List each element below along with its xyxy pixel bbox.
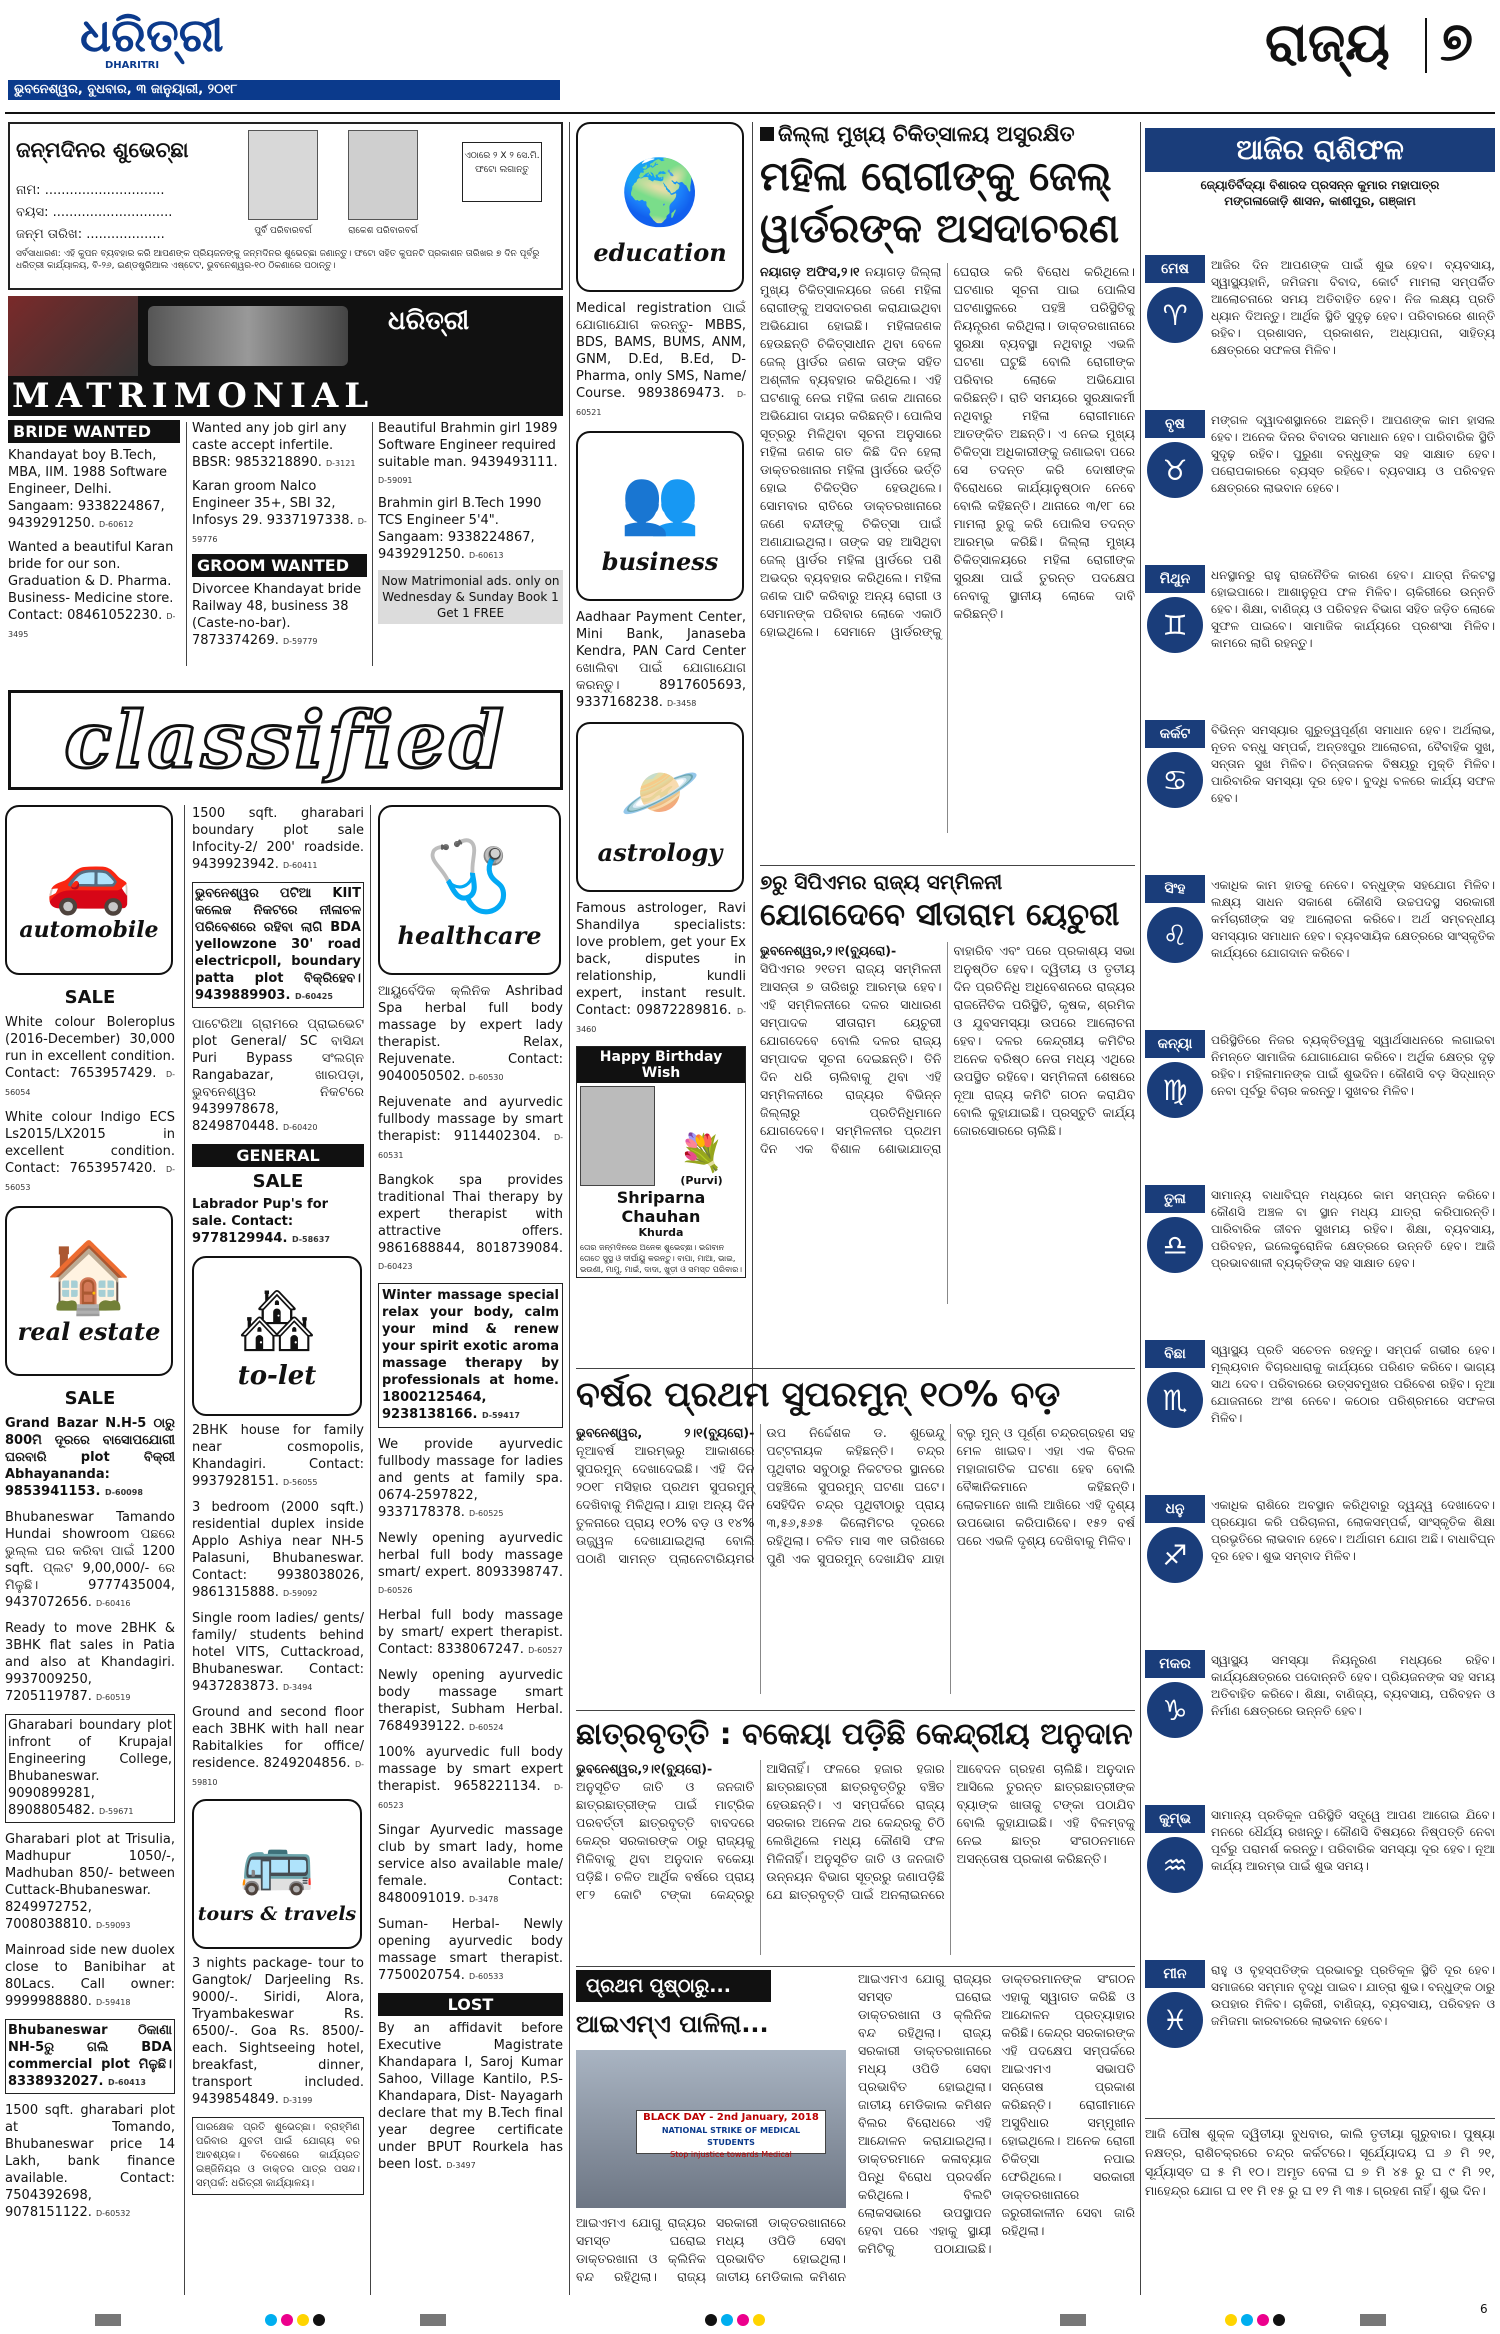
globe-book-icon: 🌍 [620,155,700,230]
planet-icon: 🪐 [620,755,700,830]
tolet-ad: 2BHK house for family near cosmopolis, Khandagiri. Contact: 9937928151. D-56055 [192,1423,364,1489]
story-divider [576,1966,1135,1967]
rashi-text: ମଙ୍ଗଳ ଦ୍ୱାଦଶସ୍ଥାନରେ ଅଛନ୍ତି। ଆପଣଙ୍କ କାମ ହାସଲ ହେବ। ଅନେକ ଦିନର ବିବାଦର ସମାଧାନ ହେବ। ପାରିବାରିକ ସ୍ଥିତି ସୁଦୃଢ଼ ରହିବ। ପୁରୁଣା ବନ୍ଧୁଙ୍କ ସହ ସାକ୍ଷାତ ହେବ। ପରୋପକାରରେ ବ୍ୟସ୍ତ ରହିବେ। ବ୍ୟବସାୟ ଓ ପରିବହନ କ୍ଷେତ୍ରରେ ଲାଭବାନ ହେବେ। [1211,413,1495,495]
rashi-text: ଆଜିର ଦିନ ଆପଣଙ୍କ ପାଇଁ ଶୁଭ ହେବ। ବ୍ୟବସାୟ, ସ୍ୱାସ୍ଥ୍ୟହାନି, ଜମିଜମା ବିବାଦ, କୋର୍ଟ ମାମଲା ସମ୍ପର୍କିତ ଆଲୋଚନାରେ ସମୟ ଅତିବାହିତ ହେବ। ନିଜ ଲକ୍ଷ୍ୟ ପ୍ରତି ଧ୍ୟାନ ଦିଅନ୍ତୁ। ଆର୍ଥିକ ସ୍ଥିତି ସୁଦୃଢ଼ ହେବ। ପରିବାରରେ ଶାନ୍ତି ରହିବ। ପ୍ରଶାସନ, ପ୍ରକାଶନ, ଅଧ୍ୟାପନା, ସାହିତ୍ୟ କ୍ଷେତ୍ରରେ ସଫଳତା ମିଳିବ। [1211,258,1495,357]
logo-sub: DHARITRI [105,60,160,71]
rashi-text: ସାମାନ୍ୟ ପ୍ରତିକୂଳ ପରିସ୍ଥିତି ସତ୍ତ୍ୱେ ଆପଣ ଆଗେଇ ଯିବେ। ମନରେ ଧୈର୍ଯ୍ୟ ରଖନ୍ତୁ। କୌଣସି ବିଷୟରେ ନିଷ୍ପତ୍ତି ନେବା ପୂର୍ବରୁ ପରାମର୍ଶ କରନ୍ତୁ। ପରିବାରିକ ସମସ୍ୟା ଦୂର ହେବ। ନୂଆ କାର୍ଯ୍ୟ ଆରମ୍ଭ ପାଇଁ ଶୁଭ ସମୟ। [1211,1808,1495,1873]
sagittarius-icon: ♐ [1147,1527,1203,1583]
estate-ad: Grand Bazar N.H-5 ଠାରୁ 800ମି ଦୂରରେ ବାସୋପଯୋଗୀ ଘରବାରି plot ବିକ୍ରୀ Abhayananda: 9853941153. D-60098 [5,1416,175,1499]
business-people-icon: 👥 [620,464,700,539]
rashi-text: ରାହୁ ଓ ବୃହସ୍ପତିଙ୍କ ପ୍ରଭାବରୁ ପ୍ରତିକୂଳ ସ୍ଥିତି ଦୂର ହେବ। ସମାଜରେ ସମ୍ମାନ ବୃଦ୍ଧି ପାଇବ। ଯାତ୍ରା ଶୁଭ। ବନ୍ଧୁଙ୍କ ଠାରୁ ଉପହାର ମିଳିବ। ଚାକିରୀ, ବାଣିଜ୍ୟ, ବ୍ୟବସାୟ, ପରିବହନ ଓ ଜମିଜମା କାରବାରରେ ଲାଭବାନ ହେବେ। [1211,1963,1495,2028]
matri-divider [372,422,373,666]
health-ad: Bangkok spa provides traditional Thai therapy by expert therapist with attractive offers. 9861688844, 8018739084. D-60423 [378,1173,563,1271]
registration-dot-black [705,2314,717,2326]
classified-banner [8,690,563,790]
rashi-name: କୁମ୍ଭ [1145,1805,1205,1833]
matri-divider [186,422,187,666]
matri-ad: Karan groom Nalco Engineer 35+, SBI 32, Infosys 29. 9337197338. D-59776 [192,479,367,544]
health-ad: Singar Ayurvedic massage club by smart lady, home service also available male/ female. Contact: 8480091019. D-3478 [378,1823,563,1906]
matri-ad: Wanted a beautiful Karan bride for our son. Graduation & D. Pharma. Business- Medicine store. Contact: 08461052230. D-3495 [8,540,176,639]
tours-label: tours & travels [197,1903,357,1925]
estate-ad: 1500 sqft. gharabari plot at Tomando, Bhubaneswar price 14 Lakh, bank finance available. Contact: 7504392698, 9078151122. D-60532 [5,2103,175,2220]
photo-purvi [248,130,318,220]
scholarship-dateline: ଭୁବନେଶ୍ୱର,୨।୧(ବ୍ୟୁରୋ)- [576,1761,713,1776]
education-ad: Medical registration ପାଇଁ ଯୋଗାଯୋଗ କରନ୍ତୁ- MBBS, BDS, BAMS, BUMS, ANM, GNM, D.Ed, B.Ed, D-Pharma, only SMS, Name/ Course. 9893869473. D-60521 [576,301,746,417]
rashi-text: ଧନସ୍ଥାନରୁ ରାହୁ ରାଜନୈତିକ କାରଣ ହେବ। ଯାତ୍ରା ନିକଟସ୍ଥ ହୋଇପାରେ। ଆଶାନୁରୂପ ଫଳ ମିଳିବ। ଚାକିରୀରେ ଉନ୍ନତି ହେବ। ଶିକ୍ଷା, ବାଣିଜ୍ୟ ଓ ପରିବହନ ବିଭାଗ ସହିତ ଜଡ଼ିତ ଲୋକେ ସୁଫଳ ପାଇବେ। ସାମାଜିକ କାର୍ଯ୍ୟରେ ପ୍ରଶଂସା ମିଳିବ। କାମରେ ଲାଗି ରହନ୍ତୁ। [1211,568,1495,650]
registration-mark [1060,2314,1086,2326]
rashi-name: ମେଷ [1145,255,1205,283]
business-panel [576,431,744,601]
photo-rakesh-caption: ରାକେଶ ପରିବାରବର୍ଗ [348,226,418,236]
general-header: GENERAL [192,1144,364,1167]
registration-dot-magenta [281,2314,293,2326]
lead-dateline: ନୟାଗଡ଼ ଅଫିସ,୨।୧ [760,264,860,279]
lost-ad: By an affidavit before Executive Magistrate Khandapara I, Saroj Kumar Sahoo, Village Kantilo, P.S-Khandapara, Dist- Nayagarh declare that my B.Tech final year degree certificate under BPUT Rourkela has been lost. D-3497 [378,2021,563,2172]
classified-col1 [5,805,175,2295]
bus-icon: 🚌 [239,1828,315,1898]
matri-ad: Divorcee Khandayat bride Railway 48, business 38 (Caste-no-bar). 7873374269. D-59779 [192,582,362,648]
automobile-panel [5,805,173,975]
dateline-bar: ଭୁବନେଶ୍ୱର, ବୁଧବାର, ୩ ଜାନୁୟାରୀ, ୨୦୧୮ [8,80,560,100]
rashi-name: ମକର [1145,1650,1205,1678]
registration-dot-yellow [297,2314,309,2326]
capricorn-icon: ♑ [1147,1682,1203,1738]
registration-mark [95,2314,121,2326]
cpim-story [760,870,1135,1310]
photo-rakesh [348,130,418,220]
rashifal-byline: ଜ୍ୟୋତିର୍ବିଦ୍ୟା ବିଶାରଦ ପ୍ରସନ୍ନ କୁମାର ମହାପାତ୍ର [1200,178,1440,192]
flower-icon: 💐 [679,1133,724,1174]
supermoon-headline: ବର୍ଷର ପ୍ରଥମ ସୁପରମୁନ୍ ୧୦% ବଡ଼ [576,1375,1061,1415]
virgo-icon: ♍ [1147,1062,1203,1118]
col-divider [569,122,570,2295]
dharitri-logo [10,8,270,76]
astrology-ad: Famous astrologer, Ravi Shandilya specialists: love problem, get your Ex back, disputes in relationship, kundli expert, instant result. Contact: 09872289816. D-3460 [576,901,746,1034]
estate-ad: Gharabari plot at Trisulia, Madhupur 1050/-, Madhuban 850/- between Cuttack-Bhubaneswar. 8249972752, 7008038810. D-59093 [5,1832,175,1932]
supermoon-body-text: ନୂଆବର୍ଷ ଆରମ୍ଭରୁ ଆକାଶରେ ସୁପରମୁନ୍ ଦେଖାଦେଇଛି। ଏହି ଦିନ ୨୦୧୮ ମସିହାର ପ୍ରଥମ ସୁପରମୁନ୍ ଦେଖିବାକୁ ମିଳିଥିଲା। ଯାହା ଅନ୍ୟ ଦିନ ତୁଳନାରେ ପ୍ରାୟ ୧୦% ବଡ଼ ଓ ୧୪% ଉଜ୍ଜ୍ୱଳ ଦେଖାଯାଇଥିଲା ବୋଲି ପଠାଣି ସାମନ୍ତ ପ୍ଲାନେଟାରିୟମର ଉପ ନିର୍ଦ୍ଦେଶକ ଡ. ଶୁଭେନ୍ଦୁ ପଟ୍ଟନାୟକ କହିଛନ୍ତି। ଚନ୍ଦ୍ର ପୃଥିବୀର ସବୁଠାରୁ ନିକଟତର ସ୍ଥାନରେ ପହଞ୍ଚିଲେ ସୁପରମୁନ୍ ଘଟଣା ଘଟେ। ସେହିଦିନ ଚନ୍ଦ୍ର ପୃଥିବୀଠାରୁ ପ୍ରାୟ ୩,୫୬,୫୬୫ କିଲୋମିଟର ଦୂରରେ ରହିଥିଲା। ଚଳିତ ମାସ ୩୧ ତାରିଖରେ ପୁଣି ଏକ ସୁପରମୁନ୍ ଦେଖାଯିବ ଯାହା ବ୍ଲୁ ମୁନ୍ ଓ ପୂର୍ଣ୍ଣ ଚନ୍ଦ୍ରଗ୍ରହଣ ସହ ମେଳ ଖାଇବ। ଏହା ଏକ ବିରଳ ମହାଜାଗତିକ ଘଟଣା ହେବ ବୋଲି ବୈଜ୍ଞାନିକମାନେ କହିଛନ୍ତି। ଲୋକମାନେ ଖାଲି ଆଖିରେ ଏହି ଦୃଶ୍ୟ ଉପଭୋଗ କରିପାରିବେ। ୧୫୨ ବର୍ଷ ପରେ ଏଭଳି ଦୃଶ୍ୟ ଦେଖିବାକୁ ମିଳିବ। [576,1425,1135,1566]
tolet-ad: Single room ladies/ gents/ family/ students behind hotel VITS, Cuttackroad, Bhubaneswar. Contact: 9437283873. D-3494 [192,1611,364,1694]
rashi-text: ସ୍ୱାସ୍ଥ୍ୟ ସମସ୍ୟା ନିୟନ୍ତ୍ରଣ ମଧ୍ୟରେ ରହିବ। କାର୍ଯ୍ୟକ୍ଷେତ୍ରରେ ପଦୋନ୍ନତି ହେବ। ପ୍ରିୟଜନଙ୍କ ସହ ସମୟ ଅତିବାହିତ କରିବେ। ଶିକ୍ଷା, ବାଣିଜ୍ୟ, ବ୍ୟବସାୟ, ପରିବହନ ଓ ନିର୍ମାଣ କ୍ଷେତ୍ରରେ ଉନ୍ନତି ହେବ। [1211,1653,1495,1718]
story-divider [576,1710,1135,1711]
health-ad: Suman- Herbal- Newly opening ayurvedic body massage smart therapist. 7750020754. D-60533 [378,1917,563,1983]
real-estate-sale-header: SALE [64,1388,116,1409]
classified-col2 [192,805,364,2295]
registration-mark [1360,2314,1386,2326]
auto-ad: White colour Boleroplus (2016-December) 30,000 run in excellent condition. Contact: 7653957429. D-56054 [5,1015,175,1097]
masthead-rule [5,112,1495,114]
aries-icon: ♈ [1147,287,1203,343]
rashi-mithuna [1145,565,1495,715]
estate-ad: Ready to move 2BHK & 3BHK flat sales in Patia and also at Khandagiri. 9937009250, 7205119787. D-60519 [5,1621,175,1704]
strike-photo [576,2050,846,2208]
tours-panel [192,1799,362,1949]
rashi-karkata [1145,720,1495,870]
birthday-form-note: ସର୍ବସାଧାରଣ: ଏହି କୁପନ ବ୍ୟବହାର କରି ଆପଣଙ୍କ ପ୍ରିୟଜନଙ୍କୁ ଜନ୍ମଦିନର ଶୁଭେଚ୍ଛା ଜଣାନ୍ତୁ। ଫଟୋ ସହିତ କୁପନଟି ପ୍ରକାଶନ ତାରିଖର ୭ ଦିନ ପୂର୍ବରୁ ଧରିତ୍ରୀ କାର୍ଯ୍ୟାଳୟ, ବି-୨୬, ଇଣ୍ଡଷ୍ଟ୍ରିଆଲ ଏଷ୍ଟେଟ, ଭୁବନେଶ୍ୱର-୧୦ ଠିକଣାରେ ପଠାନ୍ତୁ। [16,249,540,271]
birthday-form-title: ଜନ୍ମଦିନର ଶୁଭେଚ୍ଛା [16,138,189,162]
rashi-mesha [1145,255,1495,405]
matri-ad: Brahmin girl B.Tech 1990 TCS Engineer 5'4". Sangaam: 9338224867, 9439291250. D-60613 [378,496,542,562]
rashi-name: କନ୍ୟା [1145,1030,1205,1058]
libra-icon: ♎ [1147,1217,1203,1273]
registration-mark [420,2314,446,2326]
to-let-label: to-let [237,1361,317,1391]
rashi-name: ତୁଳା [1145,1185,1205,1213]
birthday-child-photo [580,1086,655,1186]
rashi-name: ବିଛା [1145,1340,1205,1368]
classified-title: classified [64,694,507,786]
house-icon: 🏠 [45,1235,133,1318]
col-divider [370,805,371,2295]
cpim-dateline: ଭୁବନେଶ୍ୱର,୨।୧(ବ୍ୟୁରୋ)- [760,943,897,958]
real-estate-panel [5,1206,173,1376]
rashi-text: ସାମାନ୍ୟ ବାଧାବିଘ୍ନ ମଧ୍ୟରେ କାମ ସମ୍ପନ୍ନ କରିବେ। କୌଣସି ଅଞ୍ଚଳ ବା ସ୍ଥାନ ମଧ୍ୟ ଯାତ୍ରା କରିପାରନ୍ତି। ପାରିବାରିକ ଜୀବନ ସୁଖମୟ ରହିବ। ଶିକ୍ଷା, ବ୍ୟବସାୟ, ପରିବହନ, ଇଲେକ୍ଟ୍ରୋନିକ କ୍ଷେତ୍ରରେ ଉନ୍ନତି ହେବ। ଆଜି ପ୍ରଭାବଶାଳୀ ବ୍ୟକ୍ତିଙ୍କ ସହ ସାକ୍ଷାତ ହେବ। [1211,1188,1495,1270]
aquarius-icon: ♒ [1147,1837,1203,1893]
photo-purvi-caption: ପୁର୍ବି ପରିବାରବର୍ଗ [254,226,312,236]
rashi-name: କର୍କଟ [1145,720,1205,748]
plot-ad: ଭୁବନେଶ୍ୱର ପଟିଆ KIIT କଲେଜ ନିକଟରେ ନୀଳାଚଳ ପରିବେଶରେ ରହିବା ଲାଗି BDA yellowzone 30' road electricpoll, boundary patta plot ବିକ୍ରିହେବ। 9439889903. D-60425 [192,882,364,1008]
rashifal-title: ଆଜିର ରାଶିଫଳ [1145,128,1495,172]
front-page-headline: ଆଇଏମ୍‌ଏ ପାଳିଲା... [576,2010,769,2038]
front-page-body-left: ଆଇଏମଏ ଯୋଗୁ ରାଜ୍ୟର ସମସ୍ତ ଘରୋଇ ଡାକ୍ତରଖାନା ଓ କ୍ଲିନିକ ବନ୍ଦ ରହିଥିଲା। ରାଜ୍ୟ ସରକାରୀ ଡାକ୍ତରଖାନାରେ ମଧ୍ୟ ଓପିଡି ସେବା ପ୍ରଭାବିତ ହୋଇଥିଲା। ଜାତୀୟ ମେଡିକାଲ କମିଶନ [576,2215,846,2284]
section-divider [1425,18,1427,73]
front-page-body-right: ଆଇଏମଏ ଯୋଗୁ ରାଜ୍ୟର ସମସ୍ତ ଘରୋଇ ଡାକ୍ତରଖାନା ଓ କ୍ଲିନିକ ବନ୍ଦ ରହିଥିଲା। ରାଜ୍ୟ ସରକାରୀ ଡାକ୍ତରଖାନାରେ ମଧ୍ୟ ଓପିଡି ସେବା ପ୍ରଭାବିତ ହୋଇଥିଲା। ଜାତୀୟ ମେଡିକାଲ କମିଶନ ବିଲର ବିରୋଧରେ ଏହି ଆନ୍ଦୋଳନ କରାଯାଇଥିଲା। ଡାକ୍ତରମାନେ କଳାବ୍ୟାଜ ପିନ୍ଧି ବିରୋଧ ପ୍ରଦର୍ଶନ କରିଥିଲେ। ବିଲଟି ଲୋକସଭାରେ ଉପସ୍ଥାପନ ହେବା ପରେ ଏହାକୁ ସ୍ଥାୟୀ କମିଟିକୁ ପଠାଯାଇଛି। ଡାକ୍ତରମାନଙ୍କ ସଂଗଠନ ଏହାକୁ ସ୍ୱାଗତ କରିଛି ଓ ଆନ୍ଦୋଳନ ପ୍ରତ୍ୟାହାର କରିଛି। କେନ୍ଦ୍ର ସରକାରଙ୍କ ଏହି ପଦକ୍ଷେପ ସମ୍ପର୍କରେ ଆଇଏମଏ ସଭାପତି ସନ୍ତୋଷ ପ୍ରକାଶ କରିଛନ୍ତି। ରୋଗୀମାନେ ଅସୁବିଧାର ସମ୍ମୁଖୀନ ହୋଇଥିଲେ। ଅନେକ ରୋଗୀ ଚିକିତ୍ସା ନପାଇ ଫେରିଥିଲେ। ସରକାରୀ ଡାକ୍ତରଖାନାରେ ଜରୁରୀକାଳୀନ ସେବା ଜାରି ରହିଥିଲା। [858,1971,1135,2256]
lead-headline-1: ମହିଳା ରୋଗୀଙ୍କୁ ଜେଲ୍ [760,154,1112,200]
tolet-ad: Ground and second floor each 3BHK with hall near Rabitalkies for office/ residence. 8249204856. D-59810 [192,1705,364,1787]
health-ad: Newly opening ayurvedic herbal full body massage smart/ expert. 8093398747. D-60526 [378,1531,563,1595]
rashi-simha [1145,875,1495,1025]
birthday-nickname: (Purvi) [680,1174,723,1187]
business-ad: Aadhaar Payment Center, Mini Bank, Janaseba Kendra, PAN Card Center ଖୋଲିବା ପାଇଁ ଯୋଗାଯୋଗ କରନ୍ତୁ। 8917605693, 9337168238. D-3458 [576,610,746,710]
logo-text: ଧରିତ୍ରୀ [80,8,224,62]
classified-col3 [378,805,563,2295]
classified-col4 [576,122,746,1567]
auto-ad: White colour Indigo ECS Ls2015/LX2015 in excellent condition. Contact: 7653957420. D-56053 [5,1110,175,1192]
estate-ad: Mainroad side new duolex close to Banibihar at 80Lacs. Call owner: 9999988880. D-59418 [5,1943,175,2009]
rashifal-address: ମଙ୍ଗଳାଜୋଡ଼ି ଶାସନ, କାଶୀପୁର, ଗଞ୍ଜାମ [1224,194,1416,208]
registration-dot-cyan [721,2314,733,2326]
supermoon-story [576,1372,1135,1707]
rashi-bichha [1145,1340,1495,1490]
lost-header: LOST [378,1993,563,2016]
health-ad: ଆୟୁର୍ବେଦିକ କ୍ଲିନିକ Ashribad Spa herbal full body massage by expert lady therapist. Relax, Rejuvenate. Contact: 9040050502. D-60530 [378,984,563,1084]
scorpio-icon: ♏ [1147,1372,1203,1428]
tolet-ad: 3 bedroom (2000 sqft.) residential duplex inside Applo Ashiya near NH-5 Palasuni, Bhubaneswar. Contact: 9938038026, 9861315888. D-59092 [192,1500,364,1600]
ring-art [148,306,348,366]
supermoon-body [576,1424,1135,1694]
birthday-wish-text: ତୋର ଜନ୍ମଦିନରେ ଅନେକ ଶୁଭେଚ୍ଛା। ଭଗବାନ ତୋତେ ସୁସ୍ଥ ଓ ଦୀର୍ଘାୟୁ କରନ୍ତୁ। ବାପା, ମାଆ, ଭାଇ, ଭଉଣୀ, ମାମୁ, ମାଇଁ, ଦାଦା, ଖୁଡ଼ୀ ଓ ସମସ୍ତ ପରିବାର। [580,1243,742,1274]
automobile-label: automobile [19,917,159,943]
rashi-name: ଧନୁ [1145,1495,1205,1523]
business-label: business [601,546,719,576]
story-divider [760,865,1135,866]
registration-dot-yellow [1225,2314,1237,2326]
rashi-meena [1145,1960,1495,2110]
page-number: ୭ [1440,10,1474,73]
health-ad: We provide ayurvedic fullbody massage for ladies and gents at family spa. 0674-2597822, 9337178378. D-60525 [378,1437,563,1520]
labrador-ad: Labrador Pup's for sale. Contact: 9778129944. D-58637 [192,1197,330,1246]
registration-dot-cyan [1241,2314,1253,2326]
matrimonial-col3 [378,420,563,624]
matrimonial-banner [8,296,563,416]
astrology-label: astrology [597,837,723,867]
masthead [0,0,1500,125]
strike-banner: BLACK DAY - 2nd January, 2018 NATIONAL STRIKE OF MEDICAL STUDENTS Stop injustice towards Medical [636,2110,826,2154]
cancer-icon: ♋ [1147,752,1203,808]
general-sale-header: SALE [252,1171,304,1192]
health-ad: Newly opening ayurvedic body massage smart therapist, Subham Herbal. 7684939122. D-60524 [378,1668,563,1734]
rashi-brusha [1145,410,1495,560]
rashi-text: ଏକାଧିକ ରାଶିରେ ଅବସ୍ଥାନ କରିଥିବାରୁ ଦ୍ୱନ୍ଦ୍ୱ ଦେଖାଦେବ। ପ୍ରୟୋଗ କରି ପରିଚାଳନା, ଲୋକସମ୍ପର୍କ, ସାଂସ୍କୃତିକ ଶିକ୍ଷା ପ୍ରଭୃତିରେ ଲାଭବାନ ହେବେ। ଅର୍ଥାଗମ ଯୋଗ ଅଛି। ବାଧାବିଘ୍ନ ଦୂର ହେବ। ଶୁଭ ସମ୍ବାଦ ମିଳିବ। [1211,1498,1495,1563]
registration-dot-magenta [1257,2314,1269,2326]
scholarship-body-text: ଅନୁସୂଚିତ ଜାତି ଓ ଜନଜାତି ଛାତ୍ରଛାତ୍ରୀଙ୍କ ପାଇଁ ମାଟ୍ରିକ ପରବର୍ତ୍ତୀ ଛାତ୍ରବୃତ୍ତି ବାବଦରେ କେନ୍ଦ୍ର ସରକାରଙ୍କ ଠାରୁ ରାଜ୍ୟକୁ ମିଳିବାକୁ ଥିବା ଅନୁଦାନ ବକେୟା ପଡ଼ିଛି। ଚଳିତ ଆର୍ଥିକ ବର୍ଷରେ ପ୍ରାୟ ୧୮୨ କୋଟି ଟଙ୍କା କେନ୍ଦ୍ରରୁ ଆସିନାହିଁ। ଫଳରେ ହଜାର ହଜାର ଛାତ୍ରଛାତ୍ରୀ ଛାତ୍ରବୃତ୍ତିରୁ ବଞ୍ଚିତ ହେଉଛନ୍ତି। ଏ ସମ୍ପର୍କରେ ରାଜ୍ୟ ସରକାର ଅନେକ ଥର କେନ୍ଦ୍ରକୁ ଚିଠି ଲେଖିଥିଲେ ମଧ୍ୟ କୌଣସି ଫଳ ମିଳିନାହିଁ। ଅନୁସୂଚିତ ଜାତି ଓ ଜନଜାତି ଉନ୍ନୟନ ବିଭାଗ ସୂତ୍ରରୁ ଜଣାପଡ଼ିଛି ଯେ ଛାତ୍ରବୃତ୍ତି ପାଇଁ ଅନଲାଇନରେ ଆବେଦନ ଗ୍ରହଣ ଚାଲିଛି। ଅନୁଦାନ ଆସିଲେ ତୁରନ୍ତ ଛାତ୍ରଛାତ୍ରୀଙ୍କ ବ୍ୟାଙ୍କ ଖାତାକୁ ଟଙ୍କା ପଠାଯିବ ବୋଲି କୁହାଯାଇଛି। ଏହି ବିଳମ୍ବକୁ ନେଇ ଛାତ୍ର ସଂଗଠନମାନେ ଅସନ୍ତୋଷ ପ୍ରକାଶ କରିଛନ୍ତି। [576,1761,1135,1902]
matrimonial-title: MATRIMONIAL [12,376,375,416]
education-label: education [593,237,727,267]
footer-page-number: 6 [1480,2302,1488,2316]
estate-ad: Bhubaneswar ଠିକାଣା NH-5ରୁ ଗଲି BDA commercial plot ମିଳୁଛି। 8338932027. D-60413 [5,2019,175,2094]
rashi-kumbha [1145,1805,1495,1955]
rashi-text: ଏକାଧିକ କାମ ହାତକୁ ନେବେ। ବନ୍ଧୁଙ୍କ ସହଯୋଗ ମିଳିବ। ଲକ୍ଷ୍ୟ ସାଧନ ସକାଶେ କୌଣସି ଉଚ୍ଚପଦସ୍ଥ ସରକାରୀ କର୍ମଚାରୀଙ୍କ ସହ ଆଲୋଚନା କରିବେ। ଅର୍ଥ ସମ୍ବନ୍ଧୀୟ ସମସ୍ୟାର ସମାଧାନ ହେବ। ବ୍ୟବସାୟିକ କ୍ଷେତ୍ରରେ ସାଂସ୍କୃତିକ କାର୍ଯ୍ୟରେ ଯୋଗଦାନ କରିବେ। [1211,878,1495,960]
estate-ad: Gharabari boundary plot infront of Krupajal Engineering College, Bhubaneswar. 9090899281, 8908805482. D-59671 [5,1714,175,1823]
education-panel [576,122,744,292]
col-divider [752,122,753,1562]
matrimonial-col1 [8,420,180,643]
scholarship-body [576,1760,1135,1955]
groom-wanted-header: GROOM WANTED [192,554,367,577]
car-icon: 🚗 [45,836,133,918]
rashi-text: ପରିସ୍ଥିତିରେ ନିଜର ବ୍ୟକ୍ତିତ୍ୱକୁ ସ୍ୱାର୍ଥସାଧନରେ ଲଗାଇବା ନିମନ୍ତେ ସାମାଜିକ ଯୋଗାଯୋଗ କରିବେ। ଅର୍ଥିକ କ୍ଷେତ୍ର ଦୃଢ଼ ରହିବ। ମହିଳାମାନଙ୍କ ପାଇଁ ଶୁଭଦିନ। କୌଣସି ବଡ଼ ସିଦ୍ଧାନ୍ତ ନେବା ପୂର୍ବରୁ ବିଚାର କରନ୍ତୁ। ସୁଖବର ମିଳିବ। [1211,1033,1495,1098]
matri-ad: Wanted any job girl any caste accept infertile. BBSR: 9853218890. D-3121 [192,421,356,470]
registration-dot-black [313,2314,325,2326]
to-let-house-icon: 🏘 [238,1286,316,1356]
photo-placeholder-box: ଏଠାରେ ୨ X ୨ ସେ.ମି. ଫଟୋ ଲଗାନ୍ତୁ [462,142,542,202]
real-estate-label: real estate [17,1316,161,1346]
scholarship-headline: ଛାତ୍ରବୃତ୍ତି : ବକେୟା ପଡ଼ିଛି କେନ୍ଦ୍ରୀୟ ଅନୁଦାନ [576,1717,1133,1752]
front-page-ribbon: ପ୍ରଥମ ପୃଷ୍ଠାରୁ... [576,1970,771,2002]
almanac-divider [1145,2118,1495,2119]
healthcare-label: healthcare [397,920,542,950]
cpim-kicker: ୭ରୁ ସିପିଏମର ରାଜ୍ୟ ସମ୍ମିଳନୀ [760,870,1003,894]
tours-ad: 3 nights package- tour to Gangtok/ Darjeeling Rs. 9000/-. Siridi, Alora, Tryambakeswar Rs. 6500/-. Goa Rs. 8500/- each. Sightseeing hotel, breakfast, dinner, transport included. 9439854849. D-3199 [192,1956,364,2107]
lead-headline-2: ୱାର୍ଡରଙ୍କ ଅସଦାଚରଣ [760,206,1120,252]
birthday-form [8,122,563,290]
rashi-name: ମୀନ [1145,1960,1205,1988]
winter-massage-ad: Winter massage special relax your body, calm your mind & renew your spirit exotic aroma massage therapy by professionals at home. 18002125464, 9238138166. D-59417 [378,1283,563,1428]
estate-ad: Bhubaneswar Tamando Hundai showroom ପଛରେ ଭୁଲ୍ଲ ଘର କରିବା ପାଇଁ 1200 sqft. ପ୍ଲଟ 9,00,000/- ରେ ମିଳୁଛି। 9777435004, 9437072656. D-60416 [5,1510,175,1610]
birthday-wish-box [576,1046,746,1278]
bride-wanted-header: BRIDE WANTED [8,420,180,443]
matri-promo: Now Matrimonial ads. only on Wednesday & Sunday Book 1 Get 1 FREE [378,570,563,624]
birthday-child-name: Shriparna Chauhan [616,1188,706,1226]
leo-icon: ♌ [1147,907,1203,963]
col-divider [1140,122,1141,2295]
lead-body [760,263,1135,833]
taurus-icon: ♉ [1147,442,1203,498]
rashi-name: ମିଥୁନ [1145,565,1205,593]
wishes-box: ପାରକ୍ଷେକ ପ୍ରତି ଶୁଭେଚ୍ଛା। ବ୍ରାହ୍ମିଣ ପରିବାର ଯୁବତୀ ପାଇଁ ଯୋଗ୍ୟ ବର ଆବଶ୍ୟକ। ବିଦେଶରେ କାର୍ଯ୍ୟରତ ଇଞ୍ଜିନିୟର ଓ ଡାକ୍ତର ପାତ୍ର ପସନ୍ଦ। ସମ୍ପର୍କ: ଧରିତ୍ରୀ କାର୍ଯ୍ୟାଳୟ। [192,2117,364,2195]
matrimonial-col2 [192,420,367,650]
astrology-panel [576,722,744,892]
section-title: ରାଜ୍ୟ [1265,10,1390,74]
registration-dot-black [1273,2314,1285,2326]
automobile-sale-header: SALE [64,987,116,1008]
rashi-kanya [1145,1030,1495,1180]
rashi-name: ବୃଷ [1145,410,1205,438]
to-let-panel [192,1256,362,1416]
scholarship-story [576,1714,1135,1964]
rashi-dhanu [1145,1495,1495,1645]
birthday-name-field: ନାମ: ............................. [16,183,165,198]
gemini-icon: ♊ [1147,597,1203,653]
birthday-age-field: ବୟସ: ............................. [16,205,173,220]
cpim-headline: ଯୋଗଦେବେ ସୀତାରାମ ୟେଚୁରୀ [760,897,1120,933]
lead-story [760,122,1135,874]
registration-dot-yellow [753,2314,765,2326]
lead-kicker: ଜିଲ୍ଲା ମୁଖ୍ୟ ଚିକିତ୍ସାଳୟ ଅସୁରକ୍ଷିତ [760,122,1135,147]
rashi-name: ସିଂହ [1145,875,1205,903]
pisces-icon: ♓ [1147,1992,1203,2048]
cpim-body-text: ସିପିଏମର ୨୧ତମ ରାଜ୍ୟ ସମ୍ମିଳନୀ ଆସନ୍ତା ୭ ତାରିଖରୁ ଆରମ୍ଭ ହେବ। ଏହି ସମ୍ମିଳନୀରେ ଦଳର ସାଧାରଣ ସମ୍ପାଦକ ସୀତାରାମ ୟେଚୁରୀ ଯୋଗଦେବେ ବୋଲି ଦଳର ରାଜ୍ୟ ସମ୍ପାଦକ ସୂଚନା ଦେଇଛନ୍ତି। ତିନି ଦିନ ଧରି ଚାଲିବାକୁ ଥିବା ଏହି ସମ୍ମିଳନୀରେ ରାଜ୍ୟର ବିଭିନ୍ନ ଜିଲ୍ଲାରୁ ପ୍ରତିନିଧିମାନେ ଯୋଗଦେବେ। ସମ୍ମିଳନୀର ପ୍ରଥମ ଦିନ ଏକ ବିଶାଳ ଶୋଭାଯାତ୍ରା ବାହାରିବ ଏବଂ ପରେ ପ୍ରକାଶ୍ୟ ସଭା ଅନୁଷ୍ଠିତ ହେବ। ଦ୍ୱିତୀୟ ଓ ତୃତୀୟ ଦିନ ପ୍ରତିନିଧି ଅଧିବେଶନରେ ରାଜ୍ୟର ରାଜନୈତିକ ପରିସ୍ଥିତି, କୃଷକ, ଶ୍ରମିକ ଓ ଯୁବସମସ୍ୟା ଉପରେ ଆଲୋଚନା ହେବ। ଦଳର କେନ୍ଦ୍ରୀୟ କମିଟିର ଅନେକ ବରିଷ୍ଠ ନେତା ମଧ୍ୟ ଏଥିରେ ଉପସ୍ଥିତ ରହିବେ। ସମ୍ମିଳନୀ ଶେଷରେ ନୂଆ ରାଜ୍ୟ କମିଟି ଗଠନ କରାଯିବ ବୋଲି କୁହାଯାଇଛି। ପ୍ରସ୍ତୁତି କାର୍ଯ୍ୟ ଜୋରସୋରରେ ଚାଲିଛି। [760,943,1135,1156]
registration-dot-magenta [737,2314,749,2326]
rashi-makara [1145,1650,1495,1800]
bride-photo [8,296,138,376]
healthcare-panel [378,805,561,975]
story-divider [576,1368,1135,1369]
birthday-child-place: Khurda [638,1226,684,1239]
rashi-tula [1145,1185,1495,1335]
cpim-body [760,942,1135,1304]
stethoscope-icon: 🩺 [425,834,514,917]
plot-ad: ପାଟେରିଆ ଗ୍ରାମରେ ପ୍ରାଇଭେଟ plot General/ SC ବାସିନ୍ଦା Puri Bypass ସଂଲଗ୍ନ Rangabazar, ଖାରପଡ଼ା, ଭୁବନେଶ୍ୱର ନିକଟରେ 9439978678, 8249870448. D-60420 [192,1017,364,1134]
matri-ad: Beautiful Brahmin girl 1989 Software Engineer required suitable man. 9439493111. D-59091 [378,421,558,485]
birthday-wish-title: Happy Birthday Wish [577,1047,745,1083]
health-ad: Herbal full body massage by smart/ expert therapist. Contact: 8338067247. D-60527 [378,1608,563,1657]
dharitri-mini-logo: ଧରିତ୍ରୀ [388,306,470,336]
square-bullet-icon [760,127,774,141]
plot-ad: 1500 sqft. gharabari boundary plot sale Infocity-2/ 200' roadside. 9439923942. D-60411 [192,806,364,872]
supermoon-dateline: ଭୁବନେଶ୍ୱର, ୨।୧(ବ୍ୟୁରୋ)- [576,1425,755,1440]
front-page-story [576,1970,1135,2295]
rashi-text: ବିଭିନ୍ନ ସମସ୍ୟାର ଗୁରୁତ୍ୱପୂର୍ଣ୍ଣ ସମାଧାନ ହେବ। ଅର୍ଥଲାଭ, ନୂତନ ବନ୍ଧୁ ସମ୍ପର୍କ, ଅନ୍ତଃପୁର ଆଲୋଚନା, ବୈବାହିକ ସୁଖ, ସନ୍ତାନ ସୁଖ ମିଳିବ। ଚିନ୍ତାଜନକ ବିଷୟରୁ ମୁକ୍ତି ମିଳିବ। ପାରିବାରିକ ସମସ୍ୟା ଦୂର ହେବ। ବୁଦ୍ଧି ବଳରେ କାର୍ଯ୍ୟ ସଫଳ ହେବ। [1211,723,1495,805]
col-divider [184,805,185,2295]
footer-bar [0,2300,1500,2334]
health-ad: 100% ayurvedic full body massage by smart expert therapist. 9658221134. D-60523 [378,1745,563,1810]
health-ad: Rejuvenate and ayurvedic fullbody massage by smart therapist: 9114402304. D-60531 [378,1095,563,1160]
registration-dot-cyan [265,2314,277,2326]
matri-ad: Khandayat boy B.Tech, MBA, IIM. 1988 Software Engineer, Delhi. Sangaam: 9338224867, 9439291250. D-60612 [8,448,167,531]
lead-body-text: ନୟାଗଡ଼ ଜିଲ୍ଲା ମୁଖ୍ୟ ଚିକିତ୍ସାଳୟରେ ଜଣେ ମହିଳା ରୋଗୀଙ୍କୁ ଅସଦାଚରଣ କରାଯାଇଥିବା ଅଭିଯୋଗ ହୋଇଛି। ମହିଳାଜଣକ ହେଉଛନ୍ତି ଚିକିତ୍ସାଧୀନ ଥିବା ବେଳେ ଜେଲ୍ ୱାର୍ଡର ଜଣକ ତାଙ୍କ ସହିତ ଅଶ୍ଳୀଳ ବ୍ୟବହାର କରିଥିଲେ। ଏହି ଘଟଣାକୁ ନେଇ ମହିଳା ଜଣକ ଥାନାରେ ଅଭିଯୋଗ ଦାୟର କରିଛନ୍ତି। ପୋଲିସ ସୂତ୍ରରୁ ମିଳିଥିବା ସୂଚନା ଅନୁସାରେ ମହିଳା ଜଣକ ଗତ କିଛି ଦିନ ହେଲା ଡାକ୍ତରଖାନାର ମହିଳା ୱାର୍ଡରେ ଭର୍ତ୍ତି ହୋଇ ଚିକିତ୍ସିତ ହେଉଥିଲେ। ସୋମବାର ରାତିରେ ଡାକ୍ତରଖାନାରେ ଜଣେ ବନ୍ଦୀଙ୍କୁ ଚିକିତ୍ସା ପାଇଁ ଅଣାଯାଇଥିଲା। ତାଙ୍କ ସହ ଆସିଥିବା ଜେଲ୍ ୱାର୍ଡର ମହିଳା ୱାର୍ଡରେ ପଶି ଅଭଦ୍ର ବ୍ୟବହାର କରିଥିଲେ। ମହିଳା ଜଣକ ପାଟି କରିବାରୁ ଅନ୍ୟ ରୋଗୀ ଓ ସେମାନଙ୍କ ପରିବାର ଲୋକେ ଏକାଠି ହୋଇଥିଲେ। ସେମାନେ ୱାର୍ଡରଙ୍କୁ ଘେରାଉ କରି ବିରୋଧ କରିଥିଲେ। ଘଟଣାର ସୂଚନା ପାଇ ପୋଲିସ ଘଟଣାସ୍ଥଳରେ ପହଞ୍ଚି ପରିସ୍ଥିତିକୁ ନିୟନ୍ତ୍ରଣ କରିଥିଲା। ଡାକ୍ତରଖାନାରେ ସୁରକ୍ଷା ବ୍ୟବସ୍ଥା ନଥିବାରୁ ଏଭଳି ଘଟଣା ଘଟୁଛି ବୋଲି ରୋଗୀଙ୍କ ପରିବାର ଲୋକେ ଅଭିଯୋଗ କରିଛନ୍ତି। ରାତି ସମୟରେ ସୁରକ୍ଷାକର୍ମୀ ନଥିବାରୁ ମହିଳା ରୋଗୀମାନେ ଆତଙ୍କିତ ଅଛନ୍ତି। ଏ ନେଇ ମୁଖ୍ୟ ଚିକିତ୍ସା ଅଧିକାରୀଙ୍କୁ ଜଣାଇବା ପରେ ସେ ତଦନ୍ତ କରି ଦୋଷୀଙ୍କ ବିରୋଧରେ କାର୍ଯ୍ୟାନୁଷ୍ଠାନ ନେବେ ବୋଲି କହିଛନ୍ତି। ଥାନାରେ ୩/୧୮ ରେ ମାମଲା ରୁଜୁ କରି ପୋଲିସ ତଦନ୍ତ ଆରମ୍ଭ କରିଛି। ଜିଲ୍ଲା ମୁଖ୍ୟ ଚିକିତ୍ସାଳୟରେ ମହିଳା ରୋଗୀଙ୍କ ସୁରକ୍ଷା ପାଇଁ ତୁରନ୍ତ ପଦକ୍ଷେପ ନେବାକୁ ସ୍ଥାନୀୟ ଲୋକେ ଦାବି କରିଛନ୍ତି। [760,264,1135,639]
almanac-text: ଆଜି ପୌଷ ଶୁକ୍ଳ ଦ୍ୱିତୀୟା ବୁଧବାର, କାଲି ତୃତୀୟା ଗୁରୁବାର। ପୁଷ୍ୟା ନକ୍ଷତ୍ର, ରାଶିଚକ୍ରରେ ଚନ୍ଦ୍ର କର୍କଟରେ। ସୂର୍ଯ୍ୟୋଦୟ ଘ ୬ ମି ୨୧, ସୂର୍ଯ୍ୟାସ୍ତ ଘ ୫ ମି ୧୦। ଅମୃତ ବେଳା ଘ ୭ ମି ୪୫ ରୁ ଘ ୯ ମି ୨୧, ମାହେନ୍ଦ୍ର ଯୋଗ ଘ ୧୧ ମି ୧୫ ରୁ ଘ ୧୨ ମି ୩୫। ଗ୍ରହଣ ନାହିଁ। ଶୁଭ ଦିନ। [1145,2126,1495,2198]
birthday-dob-field: ଜନ୍ମ ତାରିଖ: ................... [16,227,165,242]
rashi-text: ସ୍ୱାସ୍ଥ୍ୟ ପ୍ରତି ସଚେତନ ରହନ୍ତୁ। ସମ୍ପର୍କ ଗଭୀର ହେବ। ମୂଲ୍ୟବାନ ବିଚାରଧାରାକୁ କାର୍ଯ୍ୟରେ ପରିଣତ କରିବେ। ଭାଗ୍ୟ ସାଥ ଦେବ। ପରିବାରରେ ଉତ୍ସବମୁଖର ପରିବେଶ ରହିବ। ନୂଆ ଯୋଜନାରେ ଅଂଶ ନେବେ। କଠୋର ପରିଶ୍ରମରେ ସଫଳତା ମିଳିବ। [1211,1343,1495,1425]
